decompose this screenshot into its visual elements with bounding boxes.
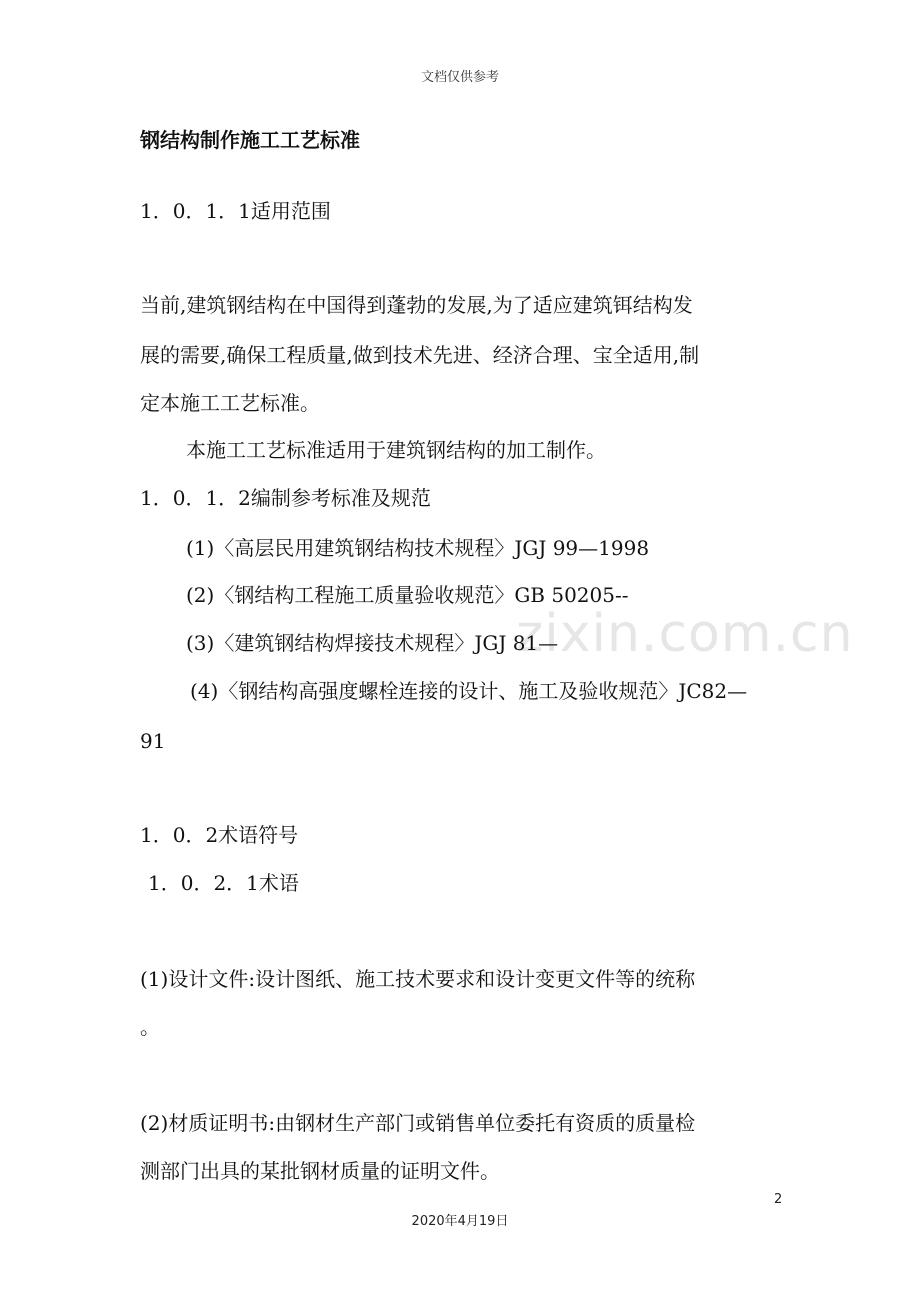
section-heading: 1．0．1．2编制参考标准及规范 (140, 486, 431, 510)
page-header: 文档仅供参考 (420, 70, 499, 85)
reference-item: (3)〈建筑钢结构焊接技术规程〉JGJ 81— (186, 631, 559, 655)
watermark: zixin.com.cn (516, 604, 854, 664)
page-number: 2 (774, 1192, 783, 1207)
section-heading: 1．0．2术语符号 (140, 823, 299, 847)
document-title: 钢结构制作施工工艺标准 (140, 128, 360, 152)
reference-item-continued: 91 (140, 729, 166, 753)
paragraph-line: 本施工工艺标准适用于建筑钢结构的加工制作。 (186, 438, 606, 462)
paragraph-line: 当前,建筑钢结构在中国得到蓬勃的发展,为了适应建筑铒结构发 (140, 293, 693, 317)
term-definition-continued: 。 (140, 1015, 160, 1039)
section-heading: 1．0．1．1适用范围 (140, 199, 331, 223)
reference-item: (4)〈钢结构高强度螺栓连接的设计、施工及验收规范〉JC82— (190, 679, 748, 703)
reference-item: (1)〈高层民用建筑钢结构技术规程〉JGJ 99—1998 (186, 536, 650, 560)
term-definition: (2)材质证明书:由钢材生产部门或销售单位委托有资质的质量检 (140, 1111, 696, 1135)
reference-item: (2)〈钢结构工程施工质量验收规范〉GB 50205-- (186, 583, 629, 607)
term-definition: (1)设计文件:设计图纸、施工技术要求和设计变更文件等的统称 (140, 967, 696, 991)
footer-date: 2020年4月19日 (411, 1214, 509, 1229)
paragraph-line: 展的需要,确保工程质量,做到技术先进、经济合理、宝全适用,制 (140, 343, 700, 367)
paragraph-line: 定本施工工艺标准。 (140, 391, 320, 415)
term-definition-continued: 测部门出具的某批钢材质量的证明文件。 (140, 1159, 500, 1183)
subsection-heading: 1．0．2．1术语 (148, 871, 299, 895)
